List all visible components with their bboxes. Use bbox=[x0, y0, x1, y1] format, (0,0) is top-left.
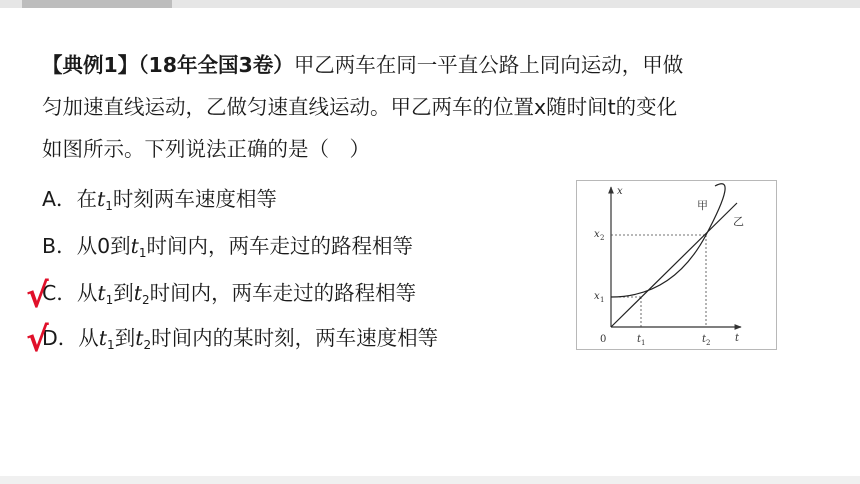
option-d[interactable] bbox=[42, 317, 438, 366]
option-c-sub2: 2 bbox=[141, 293, 150, 307]
x2-label: x bbox=[594, 229, 600, 240]
t1-sub: 1 bbox=[641, 339, 646, 347]
check-mark-d: √ bbox=[26, 320, 49, 360]
option-c-mid: 到 bbox=[113, 281, 134, 305]
top-accent bbox=[22, 0, 172, 8]
bottom-accent bbox=[0, 476, 860, 484]
option-c-pre: 从 bbox=[76, 281, 98, 305]
x1-sub: 1 bbox=[600, 296, 605, 304]
y-axis-label: x bbox=[617, 186, 623, 197]
option-d-var1: t bbox=[98, 326, 108, 350]
position-time-graph bbox=[576, 180, 777, 350]
option-a[interactable] bbox=[42, 178, 277, 227]
x-axis-label: t bbox=[735, 333, 740, 344]
option-c-var1: t bbox=[97, 281, 106, 305]
question-text-1: 甲乙两车在同一平直公路上同向运动，甲做 bbox=[293, 53, 684, 77]
option-a-var: t bbox=[97, 187, 106, 211]
x2-sub: 2 bbox=[600, 234, 605, 242]
example-tag: 【典例1】 bbox=[42, 53, 139, 77]
t1-label: t bbox=[637, 334, 642, 345]
check-mark-c: √ bbox=[26, 276, 49, 316]
question-line-2: 匀加速直线运动，乙做匀速直线运动。甲乙两车的位置x随时间t的变化 bbox=[42, 95, 678, 119]
option-d-mid: 到 bbox=[114, 326, 136, 350]
option-d-pre: 从 bbox=[78, 326, 99, 350]
option-b-sub: 1 bbox=[138, 246, 147, 260]
option-c-letter: C． bbox=[42, 281, 77, 305]
option-c-var2: t bbox=[133, 281, 142, 305]
curve-jia-label: 甲 bbox=[697, 199, 708, 212]
option-c-post: 时间内，两车走过的路程相等 bbox=[149, 281, 417, 305]
option-b[interactable] bbox=[42, 225, 413, 274]
x1-label: x bbox=[594, 291, 600, 302]
option-b-letter: B． bbox=[42, 234, 77, 258]
option-d-sub1: 1 bbox=[107, 338, 115, 352]
option-d-var2: t bbox=[135, 326, 144, 350]
origin-label: 0 bbox=[600, 334, 607, 345]
question-line-1 bbox=[42, 44, 832, 86]
line-yi-label: 乙 bbox=[733, 215, 744, 228]
line-yi bbox=[611, 203, 737, 327]
option-b-var: t bbox=[130, 234, 139, 258]
option-a-pre: 在 bbox=[76, 187, 98, 211]
option-a-letter: A． bbox=[42, 187, 77, 211]
t2-label: t bbox=[702, 334, 707, 345]
option-a-sub: 1 bbox=[105, 199, 113, 213]
option-b-post: 时间内，两车走过的路程相等 bbox=[146, 234, 414, 258]
question-line-3: 如图所示。下列说法正确的是（ ） bbox=[42, 137, 370, 161]
option-d-sub2: 2 bbox=[143, 338, 152, 352]
option-d-letter: D． bbox=[42, 326, 79, 350]
option-c-sub1: 1 bbox=[105, 293, 114, 307]
graph-svg bbox=[577, 181, 778, 351]
option-b-pre: 从0到 bbox=[76, 234, 131, 258]
option-d-post: 时间内的某时刻，两车速度相等 bbox=[151, 326, 439, 350]
option-c[interactable] bbox=[42, 272, 416, 321]
t2-sub: 2 bbox=[706, 339, 711, 347]
option-a-post: 时刻两车速度相等 bbox=[112, 187, 277, 211]
question-source: （18年全国3卷） bbox=[138, 53, 294, 77]
